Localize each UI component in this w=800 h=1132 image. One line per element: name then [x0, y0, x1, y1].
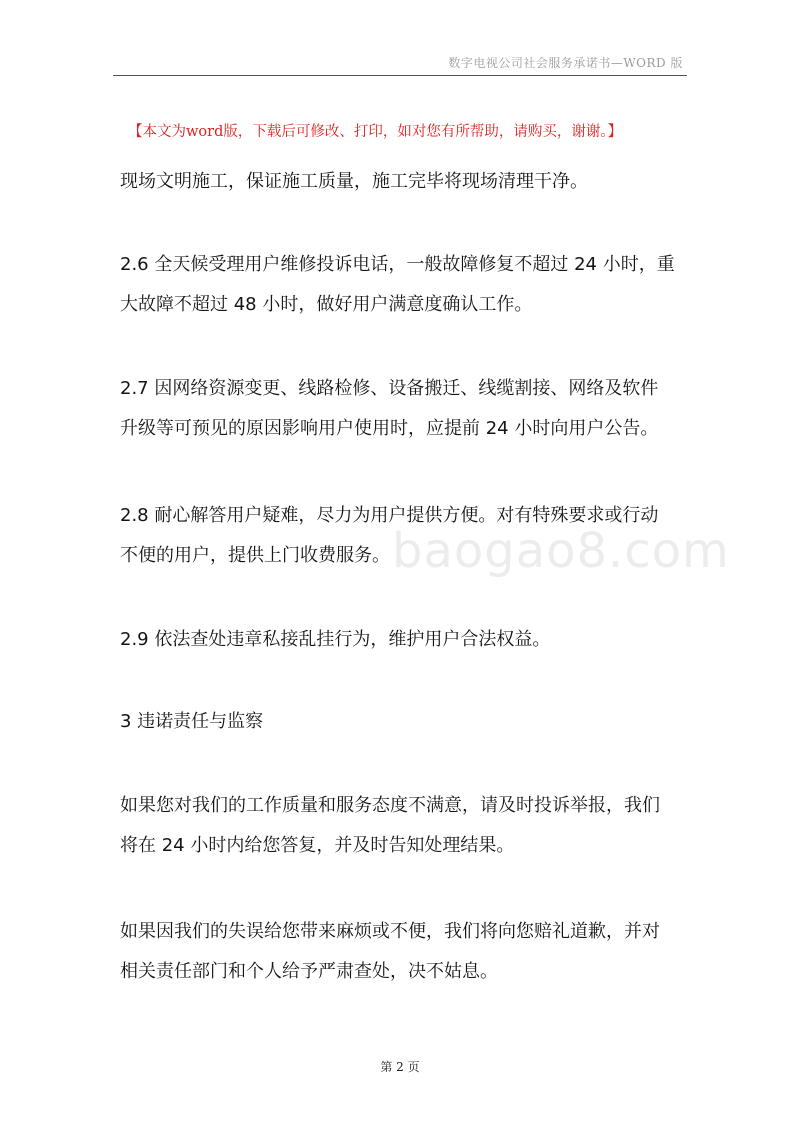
paragraph-line: 2.8 耐心解答用户疑难，尽力为用户提供方便。对有特殊要求或行动 — [120, 505, 659, 526]
paragraph-line: 2.7 因网络资源变更、线路检修、设备搬迁、线缆割接、网络及软件 — [120, 378, 659, 399]
paragraph-2-9 — [120, 620, 688, 660]
paragraph-line: 现场文明施工，保证施工质量，施工完毕将现场清理干净。 — [120, 171, 588, 192]
paragraph-line: 如果因我们的失误给您带来麻烦或不便，我们将向您赔礼道歉，并对 — [120, 921, 660, 942]
paragraph-line: 大故障不超过 48 小时，做好用户满意度确认工作。 — [120, 294, 533, 315]
paragraph-complaint — [120, 786, 688, 866]
watermark: baogao8.com — [392, 523, 730, 579]
header-title: 数字电视公司社会服务承诺书—WORD 版 — [448, 56, 683, 70]
download-notice: 【本文为word版，下载后可修改、打印，如对您有所帮助，请购买，谢谢。】 — [128, 124, 623, 140]
paragraph-line: 2.6 全天候受理用户维修投诉电话，一般故障修复不超过 24 小时，重 — [120, 254, 675, 275]
paragraph-2-6 — [120, 245, 688, 325]
paragraph-line: 相关责任部门和个人给予严肃查处，决不姑息。 — [120, 961, 498, 982]
paragraph-2-7 — [120, 369, 688, 449]
paragraph-apology — [120, 912, 688, 992]
paragraph-line: 不便的用户，提供上门收费服务。 — [120, 545, 390, 566]
page-number: 第 2 页 — [380, 1060, 420, 1074]
paragraph-line: 2.9 依法查处违章私接乱挂行为，维护用户合法权益。 — [120, 629, 551, 650]
header-divider — [113, 75, 687, 76]
section-heading-3 — [120, 702, 688, 742]
paragraph-line: 将在 24 小时内给您答复，并及时告知处理结果。 — [120, 835, 515, 856]
paragraph-line: 如果您对我们的工作质量和服务态度不满意，请及时投诉举报，我们 — [120, 795, 660, 816]
paragraph-construction — [120, 162, 688, 202]
paragraph-line: 升级等可预见的原因影响用户使用时，应提前 24 小时向用户公告。 — [120, 418, 659, 439]
heading-line: 3 违诺责任与监察 — [120, 711, 264, 732]
